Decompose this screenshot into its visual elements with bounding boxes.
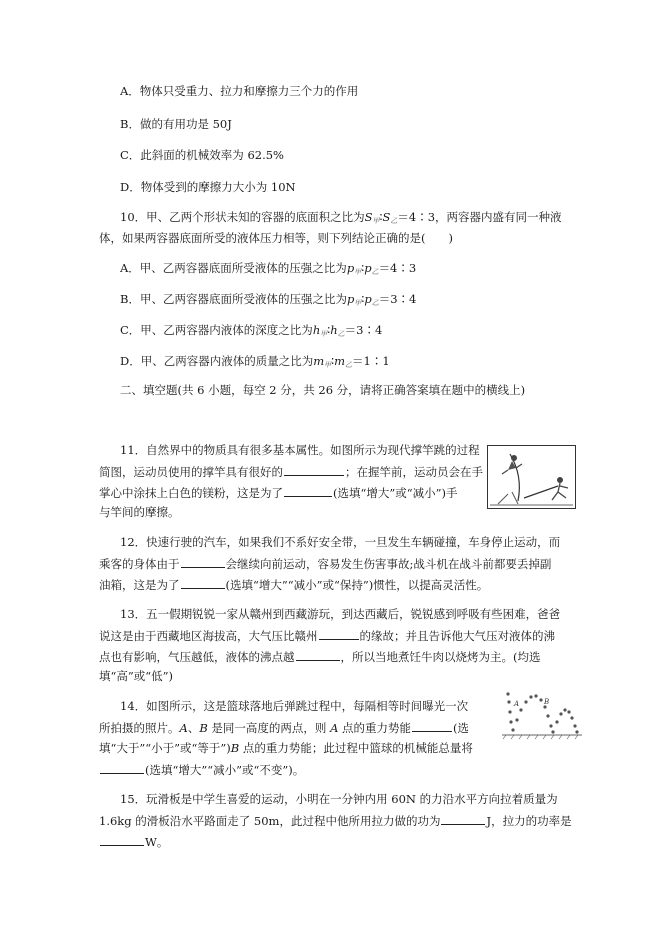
q9-option-a: A．物体只受重力、拉力和摩擦力三个力的作用 [120,84,359,98]
q11-line1: 11．自然界中的物质具有很多基本属性。如图所示为现代撑竿跳的过程 [120,443,480,457]
q9-option-b: B．做的有用功是 50J [120,117,232,131]
q12-line1: 12．快速行驶的汽车，如果我们不系好安全带，一旦发生车辆碰撞，车身停止运动，而 [120,535,561,549]
q15-blank-1[interactable] [441,811,485,825]
q12-blank-1[interactable] [181,554,225,568]
q14-blank-1[interactable] [412,718,452,732]
q13-blank-2[interactable] [296,647,340,661]
q14-line2: 所拍摄的照片。A、B 是同一高度的两点，则 A 点的重力势能 (选 [99,718,469,737]
q13-line4: 填“高”或“低”) [99,669,174,683]
q13-line1: 13．五一假期锐锐一家从赣州到西藏游玩，到达西藏后，锐锐感到呼吸有些困难，爸爸 [120,607,561,621]
pole-vault-figure [487,445,576,509]
q13-blank-1[interactable] [319,626,359,640]
pole-vault-drawing [488,446,575,508]
point-b-label: B [544,698,550,706]
point-a-label: A [514,700,520,708]
q12-line2: 乘客的身体由于 会继续向前运动，容易发生伤害事故;战斗机在战斗前都要丢掉副 [99,554,551,573]
q10-stem-line2: 体，如果两容器底面所受的液体压力相等，则下列结论正确的是( ) [99,231,453,245]
q11-blank-2[interactable] [284,483,332,497]
q15-line2: 1.6kg 的滑板沿水平路面走了 50m，此过程中他所用拉力做的功为 J，拉力的功率是 [99,811,572,830]
q11-line4: 与竿间的摩擦。 [99,505,180,519]
q11-line2: 简图，运动员使用的撑竿具有很好的 ；在握竿前，运动员会在手 [99,462,483,481]
q14-blank-2[interactable] [100,760,144,774]
basketball-bounce-figure [500,680,584,740]
q12-blank-2[interactable] [181,575,225,589]
q15-line3: W。 [99,832,168,851]
q15-blank-2[interactable] [100,832,144,846]
q10-option-a: A．甲、乙两容器底面所受液体的压强之比为$p_甲∶p_乙=4∶3$ [120,261,417,276]
q9-option-d: D．物体受到的摩擦力大小为 10N [120,180,296,194]
q14-line4: (选填“增大”“减小”或“不变”)。 [99,760,304,779]
q14-line3: 填“大于”“小于”或“等于”)B 点的重力势能；此过程中篮球的机械能总量将 [99,741,473,755]
q10-option-b: B．甲、乙两容器底面所受液体的压强之比为$p_甲∶p_乙=3∶4$ [120,292,417,307]
basketball-bounce-drawing [500,680,584,740]
q11-blank-1[interactable] [284,462,344,476]
q13-line2: 说这是由于西藏地区海拔高，大气压比赣州 的缘故；并且告诉他大气压对液体的沸 [99,626,555,645]
q10-stem-line1: 10．甲、乙两个形状未知的容器的底面积之比为$S_甲∶S_乙=4∶3$，两容器内盛有同一种液 [120,210,562,225]
q14-line1: 14．如图所示，这是篮球落地后弹跳过程中，每隔相等时间曝光一次 [120,699,469,713]
q11-line3: 掌心中涂抹上白色的镁粉，这是为了 (选填“增大”或“减小”)手 [99,483,458,502]
section-heading: 二、填空题(共 6 小题，每空 2 分，共 26 分，请将正确答案填在题中的横线上) [120,383,526,397]
q10-option-c: C．甲、乙两容器内液体的深度之比为$h_甲∶h_乙=3∶4$ [120,323,383,338]
q13-line3: 点也有影响，气压越低，液体的沸点越 ，所以当地煮饪牛肉以烧烤为主。(均选 [99,647,541,666]
q12-line3: 油箱，这是为了 (选填“增大”“减小”或“保持”)惯性，以提高灵活性。 [99,575,488,594]
q10-option-d: D．甲、乙两容器内液体的质量之比为$m_甲∶m_乙=1∶1$ [120,354,390,369]
q15-line1: 15．玩滑板是中学生喜爱的运动，小明在一分钟内用 60N 的力沿水平方向拉着质量为 [120,792,558,806]
q9-option-c: C．此斜面的机械效率为 62.5% [120,148,284,162]
